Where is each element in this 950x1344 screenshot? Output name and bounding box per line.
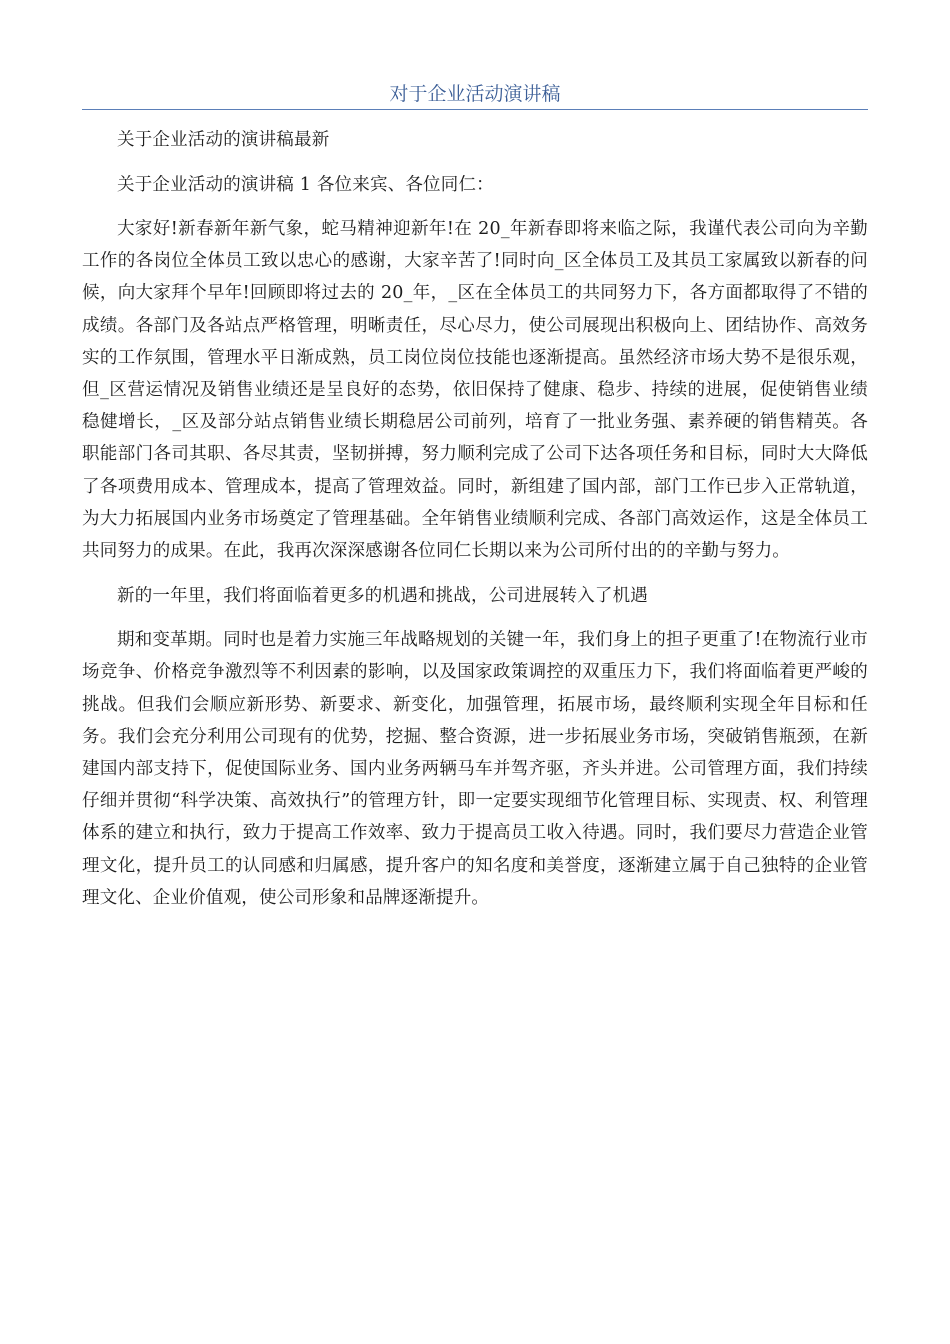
- paragraph-outlook: 期和变革期。同时也是着力实施三年战略规划的关键一年，我们身上的担子更重了!在物流行业市场竞争、价格竞争激烈等不利因素的影响，以及国家政策调控的双重压力下，我们将面临着更严峻的挑战。但我们会顺应新形势、新要求、新变化，加强管理，拓展市场，最终顺利实现全年目标和任务。我们会充分利用公司现有的优势，挖掘、整合资源，进一步拓展业务市场，突破销售瓶颈，在新建国内部支持下，促使国际业务、国内业务两辆马车并驾齐驱，齐头并进。公司管理方面，我们持续仔细并贯彻“科学决策、高效执行”的管理方针，即一定要实现细节化管理目标、实现责、权、利管理体系的建立和执行，致力于提高工作效率、致力于提高员工收入待遇。同时，我们要尽力营造企业管理文化，提升员工的认同感和归属感，提升客户的知名度和美誉度，逐渐建立属于自己独特的企业管理文化、企业价值观，使公司形象和品牌逐渐提升。: [82, 630, 868, 908]
- paragraph-opening: 关于企业活动的演讲稿 1 各位来宾、各位同仁：: [117, 175, 494, 195]
- page-title: 对于企业活动演讲稿: [389, 83, 561, 105]
- document-body: [82, 123, 868, 926]
- paragraph-subtitle: 关于企业活动的演讲稿最新: [117, 130, 330, 150]
- paragraph-transition: 新的一年里，我们将面临着更多的机遇和挑战，公司进展转入了机遇: [117, 586, 648, 607]
- paragraph-review: 大家好!新春新年新气象，蛇马精神迎新年!在 20_年新春即将来临之际，我谨代表公司向为辛勤工作的各岗位全体员工致以忠心的感谢，大家辛苦了!同时向_区全体员工及其员工家属致以新春的问候，向大家拜个早年!回顾即将过去的 20_年，_区在全体员工的共同努力下，各方面都取得了不错的成绩。各部门及各站点严格管理，明晰责任，尽心尽力，使公司展现出积极向上、团结协作、高效务实的工作氛围，管理水平日渐成熟，员工岗位岗位技能也逐渐提高。虽然经济市场大势不是很乐观，但_区营运情况及销售业绩还是呈良好的态势，依旧保持了健康、稳步、持续的进展，促使销售业绩稳健增长，_区及部分站点销售业绩长期稳居公司前列，培育了一批业务强、素养硬的销售精英。各职能部门各司其职、各尽其责，坚韧拼搏，努力顺利完成了公司下达各项任务和目标，同时大大降低了各项费用成本、管理成本，提高了管理效益。同时，新组建了国内部，部门工作已步入正常轨道，为大力拓展国内业务市场奠定了管理基础。全年销售业绩顺利完成、各部门高效运作，这是全体员工共同努力的成果。在此，我再次深深感谢各位同仁长期以来为公司所付出的的辛勤与努力。: [82, 219, 868, 562]
- page-header: [82, 80, 868, 110]
